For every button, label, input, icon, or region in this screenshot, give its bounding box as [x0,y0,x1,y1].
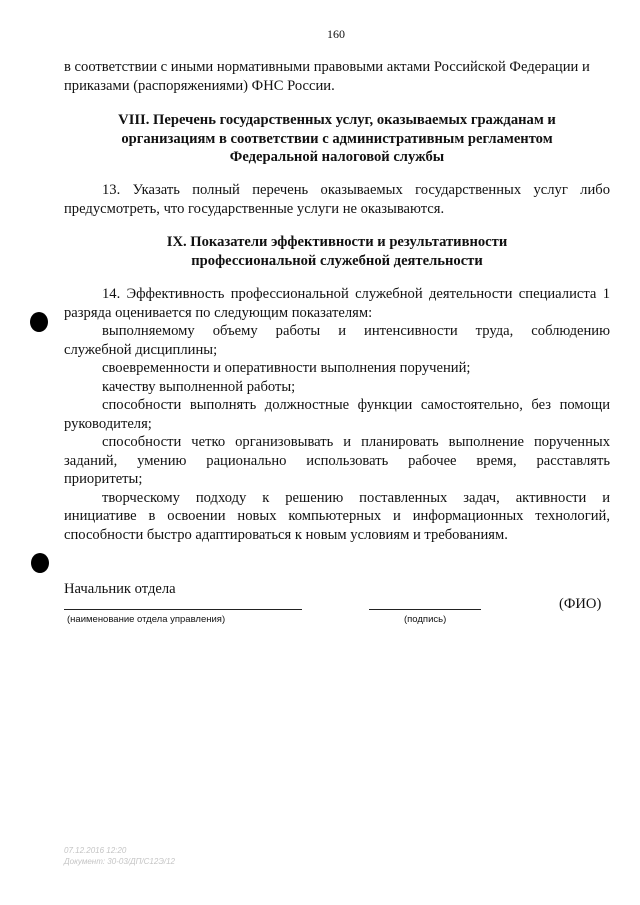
intro-line-1: в соответствии с иными нормативными правовыми актами Российской Федерации и [64,59,590,75]
footer-stamp [64,845,175,867]
paragraph-13-line-2: предусмотреть, что государственные услуги не оказываются. [64,200,445,217]
page-number: 160 [327,27,345,41]
indicator-6-line-3: способности быстро адаптироваться к новым условиям и требованиям. [64,526,508,543]
indicator-5-line-3: приоритеты; [64,471,143,487]
signature-position [64,580,610,599]
department-signature-line [64,609,302,610]
section-8-heading [64,111,610,167]
indicator-4-line-1: способности выполнять должностные функции самостоятельно, без помощи [102,397,610,413]
punch-hole-mark-top [30,312,48,332]
indicator-1-line-1: выполняемому объему работы и интенсивности труда, соблюдению [102,323,610,339]
paragraph-14-line-2: разряда оценивается по следующим показателям: [64,304,373,321]
intro-paragraph [64,58,610,95]
section-8-heading-line-2: организациям в соответствии с административным регламентом [121,130,553,147]
indicator-2: своевременности и оперативности выполнения поручений; [102,360,471,376]
paragraph-13-line-1: 13. Указать полный перечень оказываемых государственных услуг либо [102,182,610,198]
signature-line [369,609,481,610]
signature-caption: (подпись) [404,614,447,625]
footer-stamp-line-1: 07.12.2016 12:20 [64,846,127,855]
section-8-heading-line-3: Федеральной налоговой службы [229,149,445,165]
section-8-heading-line-1: VIII. Перечень государственных услуг, оказываемых гражданам и [118,112,556,128]
indicator-6-line-2: инициативе в освоении новых компьютерных и информационных технологий, [64,508,610,524]
indicator-1-line-2: служебной дисциплины; [64,341,218,358]
indicator-5-line-2: заданий, умению рационально использовать рабочее время, расставлять [64,452,610,469]
punch-hole-mark-bottom [31,553,49,573]
paragraph-13 [64,181,610,218]
footer-stamp-line-2: Документ: 30-03/ДП/С12Э/12 [64,857,175,866]
name-caption: (ФИО) [559,596,602,612]
department-caption: (наименование отдела управления) [67,614,226,625]
paragraph-14 [64,285,610,544]
indicator-3: качеству выполненной работы; [102,378,296,395]
section-9-heading [64,233,610,270]
section-9-heading-line-2: профессиональной служебной деятельности [191,252,483,269]
paragraph-14-line-1: 14. Эффективность профессиональной служебной деятельности специалиста 1 [102,286,610,302]
intro-line-2: приказами (распоряжениями) ФНС России. [64,77,335,94]
indicator-5-line-1: способности четко организовывать и планировать выполнение порученных [102,434,610,450]
signature-position-label: Начальник отдела [64,581,176,597]
indicator-6-line-1: творческому подходу к решению поставленных задач, активности и [102,489,610,506]
indicator-4-line-2: руководителя; [64,415,152,432]
section-9-heading-line-1: IX. Показатели эффективности и результативности [166,234,508,250]
